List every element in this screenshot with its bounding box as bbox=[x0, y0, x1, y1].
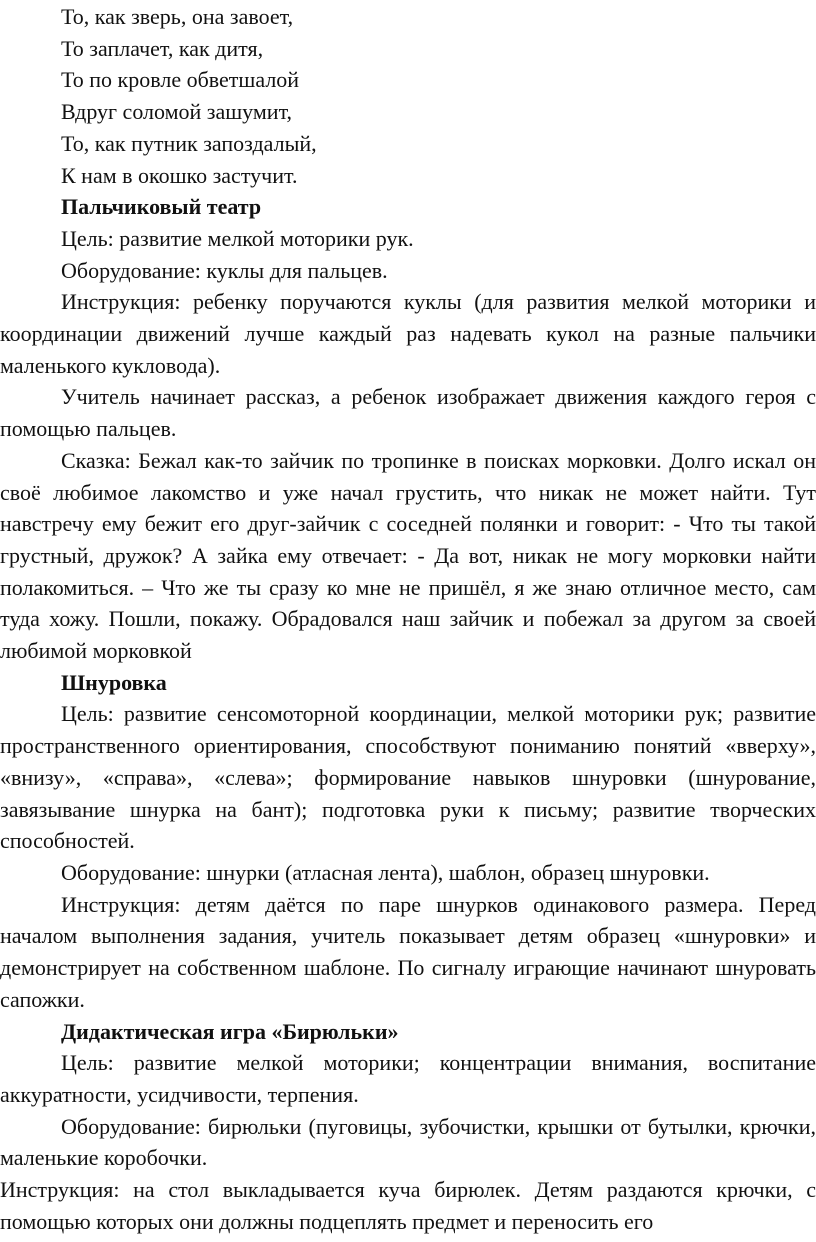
instruction-paragraph: Инструкция: на стол выкладывается куча бирюлек. Детям раздаются крючки, с помощью которых они должны подцеплять предмет и переносить его bbox=[0, 1177, 816, 1234]
tale-paragraph: Сказка: Бежал как-то зайчик по тропинке в поисках морковки. Долго искал он своё любимое лакомство и уже начал грустить, что никак не может найти. Тут навстречу ему бежит его друг-зайчик с соседней полянки и говорит: - Что ты такой грустный, дружок? А зайка ему отвечает: - Да вот, никак не могу морковки найти полакомиться. – Что же ты сразу ко мне не пришёл, я же знаю отличное место, сам туда хожу. Пошли, покажу. Обрадовался наш зайчик и побежал за другом за своей любимой морковкой bbox=[0, 447, 816, 664]
equipment-paragraph: Оборудование: куклы для пальцев. bbox=[61, 257, 388, 283]
poem-line: То по кровле обветшалой bbox=[61, 67, 300, 93]
section-spillikins bbox=[0, 1016, 816, 1238]
section-heading: Шнуровка bbox=[61, 669, 167, 695]
poem-stanza bbox=[0, 1, 816, 191]
goal-paragraph: Цель: развитие мелкой моторики; концентрации внимания, воспитание аккуратности, усидчивости, терпения. bbox=[0, 1050, 816, 1107]
goal-paragraph: Цель: развитие сенсомоторной координации, мелкой моторики рук; развитие пространственного ориентирования, способствуют пониманию понятий «вверху», «внизу», «справа», «слева»; формирование навыков шнуровки (шнурование, завязывание шнурка на бант); подготовка руки к письму; развитие творческих способностей. bbox=[0, 701, 816, 854]
goal-paragraph: Цель: развитие мелкой моторики рук. bbox=[61, 225, 414, 251]
instruction-paragraph: Инструкция: ребенку поручаются куклы (для развития мелкой моторики и координации движений лучше каждый раз надевать кукол на разные пальчики маленького кукловода). bbox=[0, 289, 816, 378]
poem-line: То, как зверь, она завоет, bbox=[61, 4, 294, 29]
teacher-paragraph: Учитель начинает рассказ, а ребенок изображает движения каждого героя с помощью пальцев. bbox=[0, 384, 816, 442]
poem-line: К нам в окошко застучит. bbox=[61, 162, 298, 188]
section-heading: Дидактическая игра «Бирюльки» bbox=[61, 1018, 399, 1044]
poem-line: Вдруг соломой зашумит, bbox=[61, 99, 293, 125]
document-body bbox=[0, 1, 816, 1237]
section-heading: Пальчиковый театр bbox=[61, 194, 262, 220]
equipment-paragraph: Оборудование: шнурки (атласная лента), шаблон, образец шнуровки. bbox=[61, 859, 710, 885]
section-lacing bbox=[0, 667, 816, 1016]
instruction-paragraph: Инструкция: детям даётся по паре шнурков одинакового размера. Перед началом выполнения задания, учитель показывает детям образец «шнуровки» и демонстрирует на собственном шаблоне. По сигналу играющие начинают шнуровать сапожки. bbox=[0, 891, 816, 1012]
poem-line: То заплачет, как дитя, bbox=[61, 35, 264, 61]
section-finger-theater bbox=[0, 191, 816, 667]
poem-line: То, как путник запоздалый, bbox=[61, 130, 317, 156]
equipment-paragraph: Оборудование: бирюльки (пуговицы, зубочистки, крышки от бутылки, крючки, маленькие коробочки. bbox=[0, 1113, 816, 1171]
